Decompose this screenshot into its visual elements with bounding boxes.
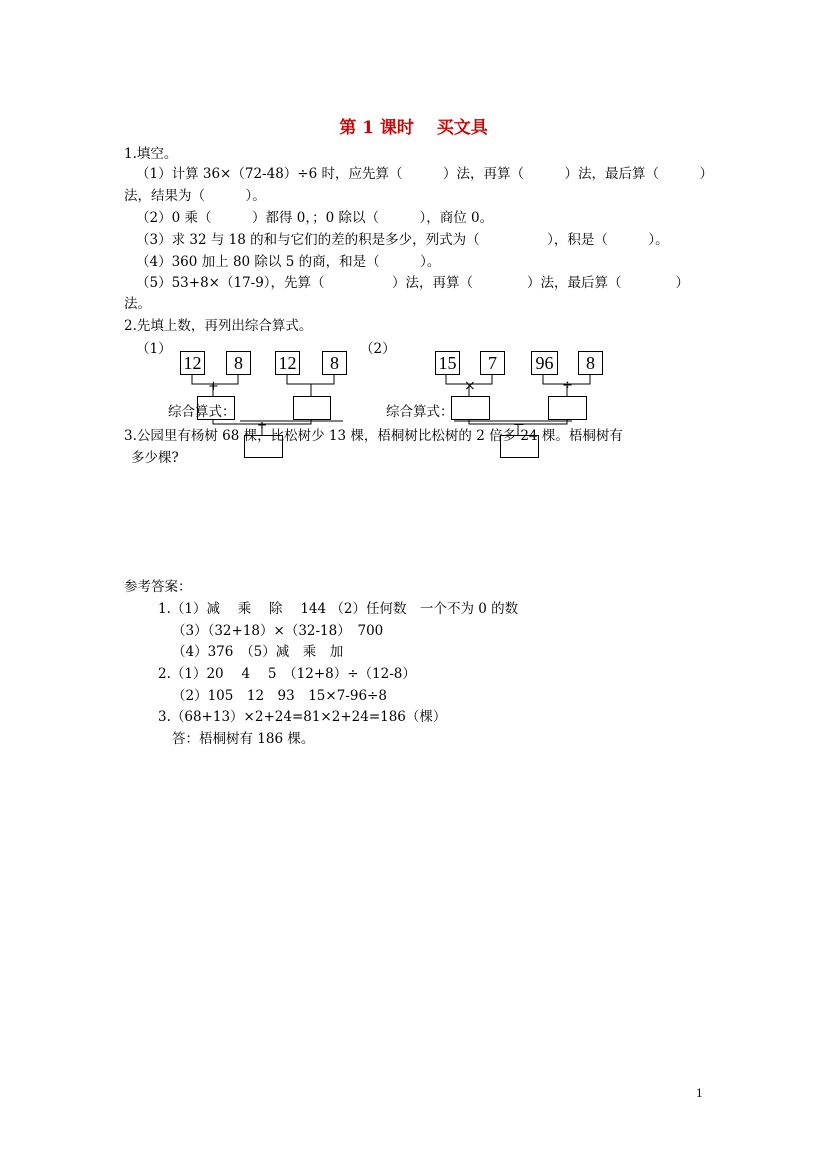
q2-label-2: （2）: [360, 341, 396, 357]
diagram1-number-box: 12: [275, 351, 300, 375]
q1-item5-line2: 法。: [124, 296, 151, 312]
answer-line: （2）105 12 93 15×7-96÷8: [172, 688, 387, 704]
page-number: 1: [696, 1085, 703, 1100]
q1-item4: （4）360 加上 80 除以 5 的商，和是（ ）。: [136, 254, 441, 270]
tree-diagram-lines: [0, 0, 827, 470]
diagram2-number-box: 8: [578, 351, 603, 375]
q1-heading: 1.填空。: [124, 146, 178, 162]
diagram2-number-box: 15: [435, 351, 460, 375]
answers-heading: 参考答案：: [124, 579, 192, 595]
diagram2-answer-box[interactable]: [451, 396, 490, 420]
answer-line: 1.（1）减 乘 除 144 （2）任何数 一个不为 0 的数: [158, 601, 519, 617]
diagram1-number-box: 8: [322, 351, 347, 375]
q1-item3: （3）求 32 与 18 的和与它们的差的积是多少，列式为（ ），积是（ ）。: [136, 232, 669, 248]
answer-line: 3.（68+13）×2+24=81×2+24=186（棵）: [158, 709, 447, 725]
answer-line: （3）（32+18）×（32-18） 700: [172, 623, 384, 639]
q3-line2: 多少棵?: [131, 450, 179, 466]
q1-item1-line1: （1）计算 36×（72-48）÷6 时，应先算（ ）法，再算（ ）法，最后算（ ）: [136, 166, 713, 182]
formula-label-1: 综合算式：: [168, 404, 236, 420]
diagram1-operator: ÷: [257, 418, 268, 432]
diagram1-operator: +: [208, 379, 219, 394]
diagram2-operator: ÷: [562, 378, 573, 393]
answer-line: 答：梧桐树有 186 棵。: [172, 731, 315, 747]
page-title: 第 1 课时 买文具: [339, 118, 488, 138]
q2-label-1: （1）: [136, 341, 172, 357]
q3-line1: 3.公园里有杨树 68 棵，比松树少 13 棵，梧桐树比松树的 2 倍多 24 棵。梧桐树有: [124, 428, 623, 444]
formula-label-2: 综合算式：: [386, 404, 454, 420]
diagram2-answer-box[interactable]: [548, 396, 587, 420]
diagram1-operator: －: [306, 378, 320, 393]
diagram2-number-box: 96: [531, 351, 558, 375]
q1-item1-line2: 法，结果为（ ）。: [124, 188, 266, 204]
diagram1-number-box: 8: [226, 351, 251, 375]
answer-line: 2.（1）20 4 5 （12+8）÷（12-8）: [158, 666, 416, 682]
q1-item5-line1: （5）53+8×（17-9），先算（ ）法，再算（ ）法，最后算（ ）: [136, 275, 690, 291]
diagram2-operator: ×: [464, 378, 476, 394]
diagram2-operator: －: [513, 418, 526, 432]
q2-heading: 2.先填上数，再列出综合算式。: [124, 318, 313, 334]
diagram2-number-box: 7: [480, 351, 505, 375]
answer-line: （4）376 （5）减 乘 加: [172, 644, 344, 660]
diagram1-number-box: 12: [180, 351, 205, 375]
diagram1-answer-box[interactable]: [293, 396, 331, 420]
q1-item2: （2）0 乘（ ）都得 0，；0 除以（ ），商位 0。: [136, 210, 494, 226]
